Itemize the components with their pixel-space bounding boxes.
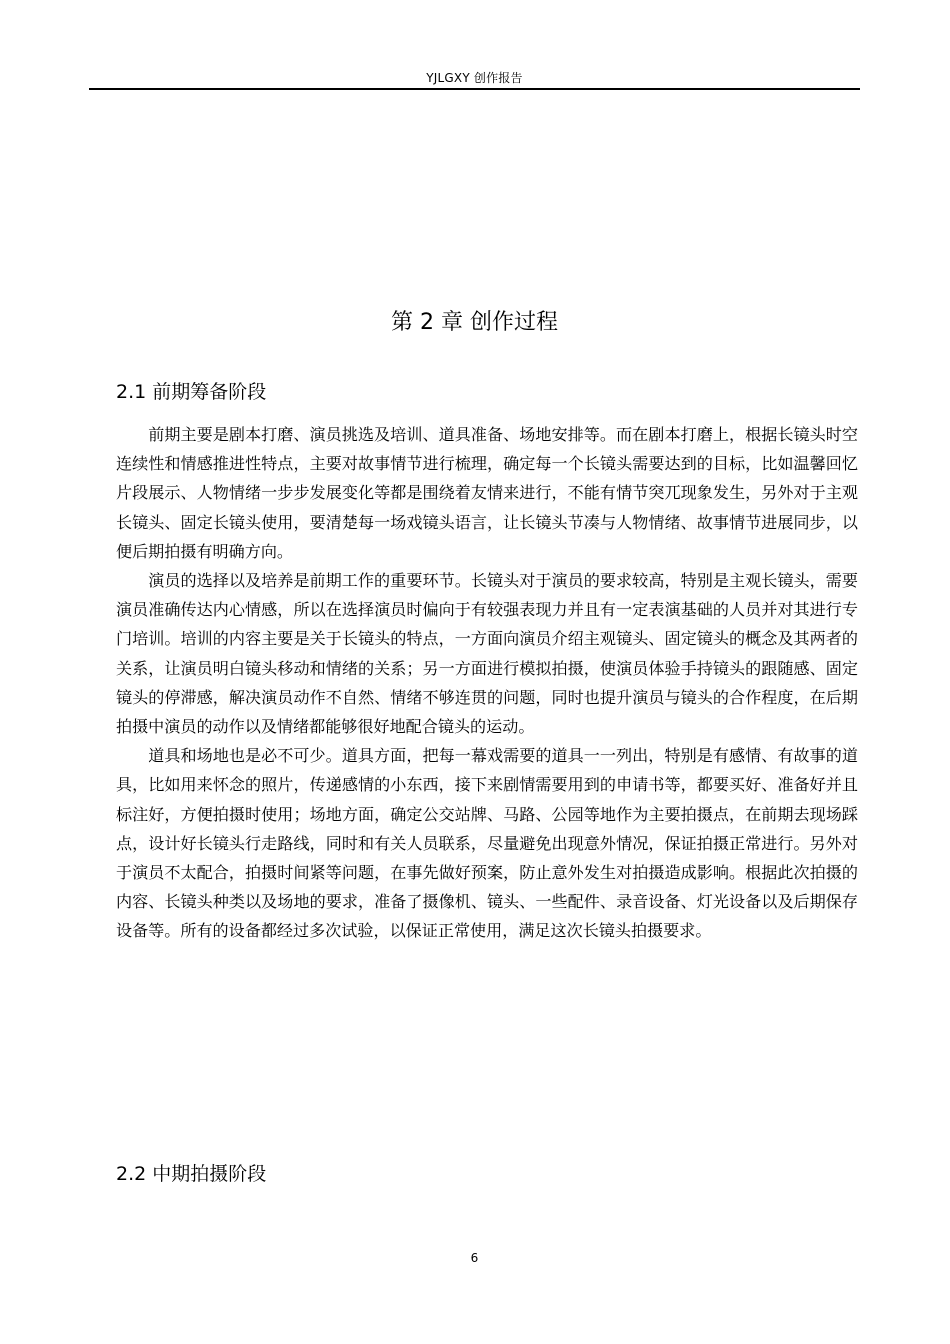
paragraph: 前期主要是剧本打磨、演员挑选及培训、道具准备、场地安排等。而在剧本打磨上，根据长镜头时空连续性和情感推进性特点，主要对故事情节进行梳理，确定每一个长镜头需要达到的目标，比如温馨回忆片段展示、人物情绪一步步发展变化等都是围绕着友情来进行，不能有情节突兀现象发生，另外对于主观长镜头、固定长镜头使用，要清楚每一场戏镜头语言，让长镜头节凑与人物情绪、故事情节进展同步，以便后期拍摄有明确方向。 bbox=[116, 425, 858, 561]
section-heading-2-1: 2.1 前期筹备阶段 bbox=[116, 381, 267, 403]
header-rule bbox=[89, 88, 860, 90]
chapter-title: 第 2 章 创作过程 bbox=[391, 310, 558, 335]
running-header: YJLGXY 创作报告 bbox=[426, 71, 523, 85]
page-number: 6 bbox=[470, 1251, 479, 1265]
paragraph: 道具和场地也是必不可少。道具方面，把每一幕戏需要的道具一一列出，特别是有感情、有故事的道具，比如用来怀念的照片，传递感情的小东西，接下来剧情需要用到的申请书等，都要买好、准备好并且标注好，方便拍摄时使用；场地方面，确定公交站牌、马路、公园等地作为主要拍摄点，在前期去现场踩点，设计好长镜头行走路线，同时和有关人员联系，尽量避免出现意外情况，保证拍摄正常进行。另外对于演员不太配合，拍摄时间紧等问题，在事先做好预案，防止意外发生对拍摄造成影响。根据此次拍摄的内容、长镜头种类以及场地的要求，准备了摄像机、镜头、一些配件、录音设备、灯光设备以及后期保存设备等。所有的设备都经过多次试验，以保证正常使用，满足这次长镜头拍摄要求。 bbox=[116, 746, 858, 941]
section-heading-2-2: 2.2 中期拍摄阶段 bbox=[116, 1163, 267, 1185]
paragraph: 演员的选择以及培养是前期工作的重要环节。长镜头对于演员的要求较高，特别是主观长镜头，需要演员准确传达内心情感，所以在选择演员时偏向于有较强表现力并且有一定表演基础的人员并对其进行专门培训。培训的内容主要是关于长镜头的特点，一方面向演员介绍主观镜头、固定镜头的概念及其两者的关系，让演员明白镜头移动和情绪的关系；另一方面进行模拟拍摄，使演员体验手持镜头的跟随感、固定镜头的停滞感，解决演员动作不自然、情绪不够连贯的问题，同时也提升演员与镜头的合作程度，在后期拍摄中演员的动作以及情绪都能够很好地配合镜头的运动。 bbox=[116, 571, 858, 737]
section-body bbox=[116, 420, 858, 946]
